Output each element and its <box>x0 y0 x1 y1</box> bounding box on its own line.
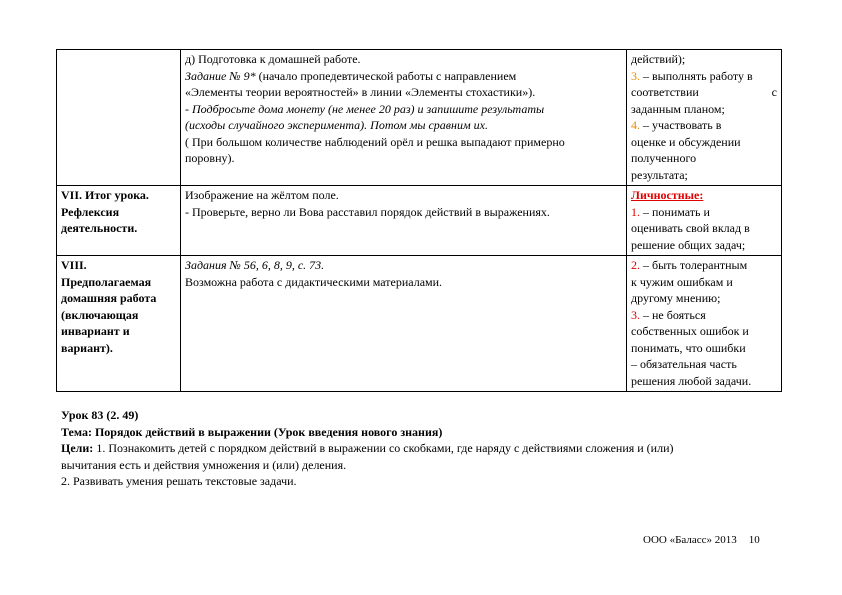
lesson-number: Урок 83 (2. 49) <box>61 408 139 422</box>
text-line: другому мнению; <box>631 291 721 305</box>
text-line: - Проверьте, верно ли Вова расставил порядок действий в выражениях. <box>185 204 550 219</box>
section-heading: Личностные: <box>631 188 704 202</box>
uud-cell <box>627 50 782 186</box>
uud-cell <box>627 256 782 392</box>
task-label: Задание № 9* <box>185 68 256 83</box>
text-line: поровну). <box>185 151 235 165</box>
lesson-goal-2: 2. Развивать умения решать текстовые задачи. <box>61 474 297 488</box>
text-line: – обязательная часть <box>631 357 737 371</box>
text-line: 3. – выполнять работу в <box>631 68 753 83</box>
text-line: «Элементы теории вероятностей» в линии «Элементы стохастики»). <box>185 85 536 99</box>
text-line: решение общих задач; <box>631 237 746 252</box>
text-line: действий); <box>631 52 686 66</box>
text-line: оценивать свой вклад в <box>631 221 750 235</box>
stage-cell: VII. Итог урока. Рефлексия деятельности. <box>57 186 181 256</box>
item-number: 4. <box>631 118 640 132</box>
item-number: 2. <box>631 258 640 272</box>
table-row <box>57 256 782 392</box>
item-number: 3. <box>631 307 640 322</box>
text-line: понимать, что ошибки <box>631 340 746 355</box>
page-footer <box>643 534 760 546</box>
uud-cell <box>627 186 782 256</box>
lesson-goals: Цели: 1. Познакомить детей с порядком действий в выражении со скобками, где наряду с действиями сложения и (или) <box>61 441 674 455</box>
table-row <box>57 50 782 186</box>
content-cell <box>181 50 627 186</box>
item-number: 1. <box>631 204 640 219</box>
text-line: 1. – понимать и <box>631 204 710 219</box>
item-number: 3. <box>631 68 640 83</box>
text-line: результата; <box>631 167 688 182</box>
text-line: оценке и обсуждении <box>631 134 741 149</box>
lesson-goals-cont: вычитания есть и действия умножения и (или) деления. <box>61 457 347 472</box>
text-line: Задания № 56, 6, 8, 9, с. 73. <box>185 258 325 272</box>
content-cell <box>181 256 627 392</box>
text-line: Изображение на жёлтом поле. <box>185 188 339 202</box>
text-line: к чужим ошибкам и <box>631 274 733 289</box>
lesson-topic: Тема: Порядок действий в выражении (Урок введения нового знания) <box>61 424 443 439</box>
text-line: 2. – быть толерантным <box>631 258 748 272</box>
stage-cell <box>57 50 181 186</box>
text-line: Возможна работа с дидактическими материалами. <box>185 274 443 289</box>
text-line: д) Подготовка к домашней работе. <box>185 52 361 66</box>
text-line: собственных ошибок и <box>631 324 749 338</box>
text-line: полученного <box>631 151 697 165</box>
publisher-label: ООО «Баласс» 2013 <box>643 534 737 546</box>
text-line: (исходы случайного эксперимента). Потом мы сравним их. <box>185 118 488 132</box>
text-line: Задание № 9* (начало пропедевтической работы с направлением <box>185 68 517 83</box>
text-line: 4. – участвовать в <box>631 118 722 132</box>
lesson-header <box>61 407 791 490</box>
text-line: 3. – не бояться <box>631 307 706 322</box>
text-line: ( При большом количестве наблюдений орёл и решка выпадают примерно <box>185 134 565 149</box>
lesson-plan-table <box>56 49 782 392</box>
table-row <box>57 186 782 256</box>
text-line: соответствии с <box>631 85 777 99</box>
text-line: - Подбросьте дома монету (не менее 20 раз) и запишите результаты <box>185 101 545 116</box>
text-line: решения любой задачи. <box>631 373 752 388</box>
page-number: 10 <box>748 534 760 546</box>
text-line: заданным планом; <box>631 101 725 116</box>
content-cell <box>181 186 627 256</box>
stage-cell: VIII. Предполагаемая домашняя работа (включающая инвариант и вариант). <box>57 256 181 392</box>
